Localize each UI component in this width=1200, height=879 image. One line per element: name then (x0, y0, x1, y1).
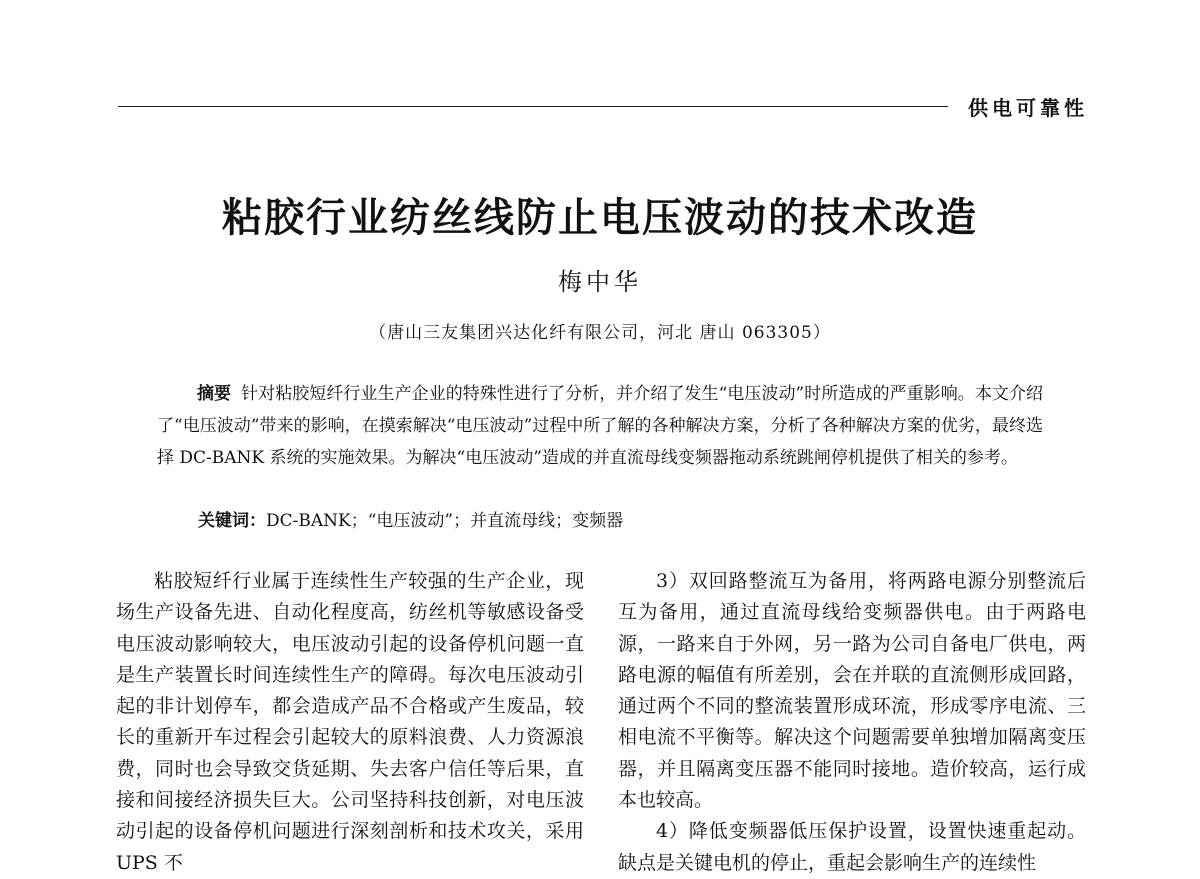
article-title: 粘胶行业纺丝线防止电压波动的技术改造 (222, 195, 978, 241)
keywords-label: 关键词： (198, 511, 266, 531)
affiliation: （唐山三友集团兴达化纤有限公司，河北 唐山 063305） (369, 323, 831, 343)
keywords (198, 506, 623, 531)
right-column (618, 566, 1086, 879)
right-paragraph-3: 3）双回路整流互为备用，将两路电源分别整流后互为备用，通过直流母线给变频器供电。由于两路电源，一路来自于外网，另一路为公司自备电厂供电，两路电源的幅值有所差别，会在并联的直流侧形成回路，通过两个不同的整流装置形成环流，形成零序电流、三相电流不平衡等。解决这个问题需要单独增加隔离变压器，并且隔离变压器不能同时接地。造价较高，运行成本也较高。 (618, 570, 1086, 812)
author: 梅中华 (558, 268, 642, 296)
left-paragraph: 粘胶短纤行业属于连续性生产较强的生产企业，现场生产设备先进、自动化程度高，纺丝机等敏感设备受电压波动影响较大，电压波动引起的设备停机问题一直是生产装置长时间连续性生产的障碍。每次电压波动引起的非计划停车，都会造成产品不合格或产生废品，较长的重新开车过程会引起较大的原料浪费、人力资源浪费，同时也会导致交货延期、失去客户信任等后果，直接和间接经济损失巨大。公司坚持科技创新，对电压波动引起的设备停机问题进行深刻剖析和技术攻关，采用 UPS 不 (116, 570, 584, 874)
abstract (157, 378, 1043, 474)
abstract-text: 针对粘胶短纤行业生产企业的特殊性进行了分析，并介绍了发生“电压波动”时所造成的严重影响。本文介绍了“电压波动”带来的影响，在摸索解决“电压波动”过程中所了解的各种解决方案，分析了各种解决方案的优劣，最终选择 DC-BANK 系统的实施效果。为解决“电压波动”造成的并直流母线变频器拖动系统跳闸停机提供了相关的参考。 (157, 384, 1043, 468)
right-paragraph-4: 4）降低变频器低压保护设置，设置快速重起动。缺点是关键电机的停止，重起会影响生产的连续性 (618, 820, 1086, 874)
section-label: 供电可靠性 (968, 96, 1088, 120)
left-column (116, 566, 584, 879)
keywords-text: DC-BANK；“电压波动”；并直流母线；变频器 (266, 511, 624, 531)
header-rule (118, 106, 948, 107)
abstract-label: 摘要 (197, 384, 232, 404)
